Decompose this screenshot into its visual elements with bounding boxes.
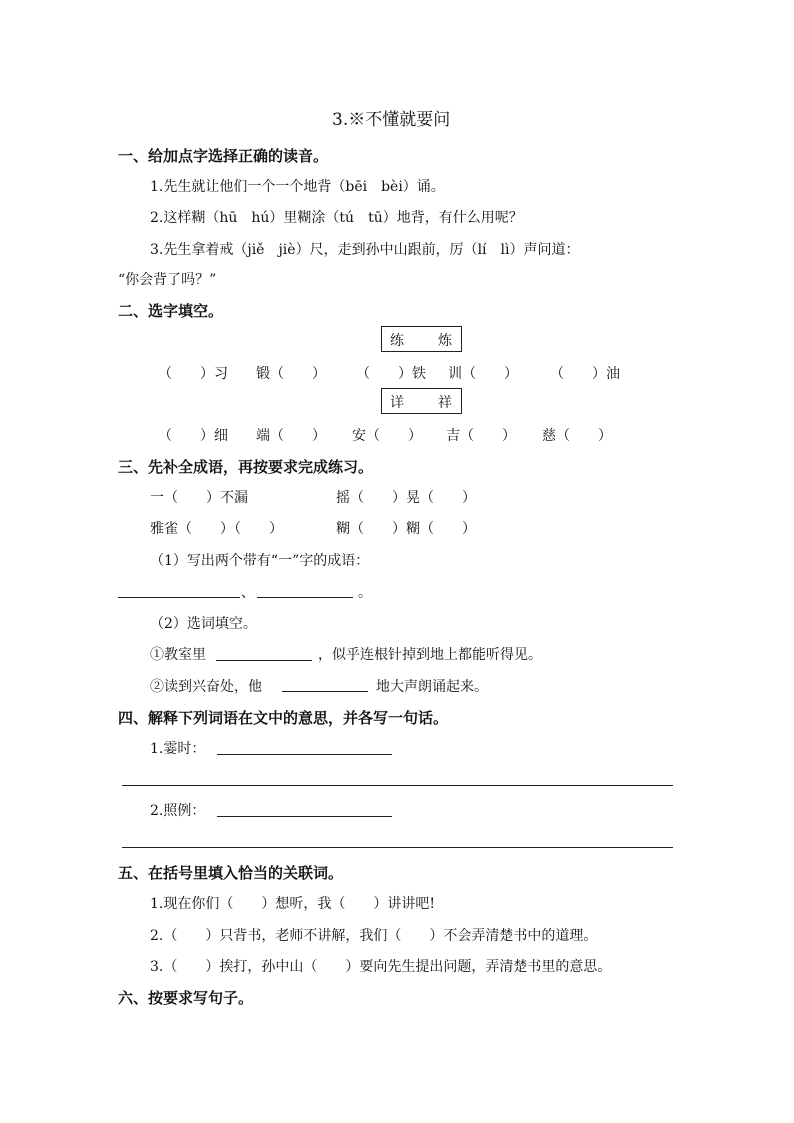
section-1-question-3-continued: “你会背了吗？”: [118, 272, 217, 288]
choice-char: 炼: [438, 333, 452, 349]
answer-line[interactable]: [216, 660, 312, 661]
sentence-line[interactable]: [122, 785, 673, 786]
section-5-heading: 五、在括号里填入恰当的关联词。: [118, 864, 344, 882]
fill-blank-item: （ ）细: [158, 428, 228, 444]
word-1-label: 1.霎时：: [150, 741, 206, 757]
section-5-question-1: 1.现在你们（ ）想听，我（ ）讲讲吧!: [150, 896, 435, 912]
character-choice-box-1: [381, 326, 462, 352]
section-2-heading: 二、选字填空。: [118, 302, 224, 320]
answer-line[interactable]: [217, 816, 392, 817]
fill-blank-item: 端（ ）: [256, 428, 326, 444]
section-3-question-1: （1）写出两个带有“一”字的成语：: [150, 553, 370, 569]
answer-line[interactable]: [118, 597, 240, 598]
idiom-item: 摇（ ）晃（ ）: [336, 490, 476, 506]
section-4-heading: 四、解释下列词语在文中的意思，并各写一句话。: [118, 709, 449, 727]
section-5-question-3: 3.（ ）挨打，孙中山（ ）要向先生提出问题，弄清楚书里的意思。: [150, 959, 612, 975]
page-title: 3.※不懂就要问: [332, 110, 451, 130]
sentence-line[interactable]: [122, 847, 673, 848]
choice-char: 练: [390, 333, 404, 349]
section-5-question-2: 2.（ ）只背书，老师不讲解，我们（ ）不会弄清楚书中的道理。: [150, 928, 598, 944]
fill-blank-item: 安（ ）: [352, 428, 422, 444]
idiom-item: 一（ ）不漏: [150, 490, 248, 506]
section-1-question-2: 2.这样糊（hū hú）里糊涂（tú tū）地背，有什么用呢？: [150, 210, 523, 226]
fill-sentence-a-end: ，似乎连根针掉到地上都能听得见。: [318, 647, 542, 663]
choice-char: 详: [390, 395, 404, 411]
fill-blank-item: 训（ ）: [448, 366, 518, 382]
answer-line[interactable]: [282, 691, 368, 692]
fill-sentence-b-end: 地大声朗诵起来。: [376, 679, 488, 695]
section-1-question-3: 3.先生拿着戒（jiě jiè）尺，走到孙中山跟前，厉（lí lì）声问道：: [150, 242, 580, 258]
choice-char: 祥: [438, 395, 452, 411]
section-1-heading: 一、给加点字选择正确的读音。: [118, 147, 329, 165]
period: 。: [358, 585, 372, 601]
fill-blank-item: （ ）铁: [356, 366, 426, 382]
idiom-item: 雅雀（ ）（ ）: [150, 521, 283, 537]
answer-line[interactable]: [257, 597, 353, 598]
fill-blank-item: 慈（ ）: [542, 428, 612, 444]
character-choice-box-2: [381, 388, 462, 414]
word-2-label: 2.照例：: [150, 803, 206, 819]
fill-blank-item: （ ）习: [158, 366, 228, 382]
idiom-item: 糊（ ）糊（ ）: [336, 521, 476, 537]
fill-sentence-a-start: ①教室里: [150, 647, 206, 663]
fill-blank-item: 锻（ ）: [256, 366, 326, 382]
answer-line[interactable]: [217, 754, 392, 755]
section-3-heading: 三、先补全成语，再按要求完成练习。: [118, 458, 374, 476]
fill-blank-item: （ ）油: [550, 366, 620, 382]
fill-sentence-b-start: ②读到兴奋处，他: [150, 679, 262, 695]
section-6-heading: 六、按要求写句子。: [118, 989, 254, 1007]
section-3-question-2: （2）选词填空。: [150, 616, 257, 632]
section-1-question-1: 1.先生就让他们一个一个地背（bēi bèi）诵。: [150, 179, 445, 195]
fill-blank-item: 吉（ ）: [446, 428, 516, 444]
separator: 、: [241, 585, 255, 601]
